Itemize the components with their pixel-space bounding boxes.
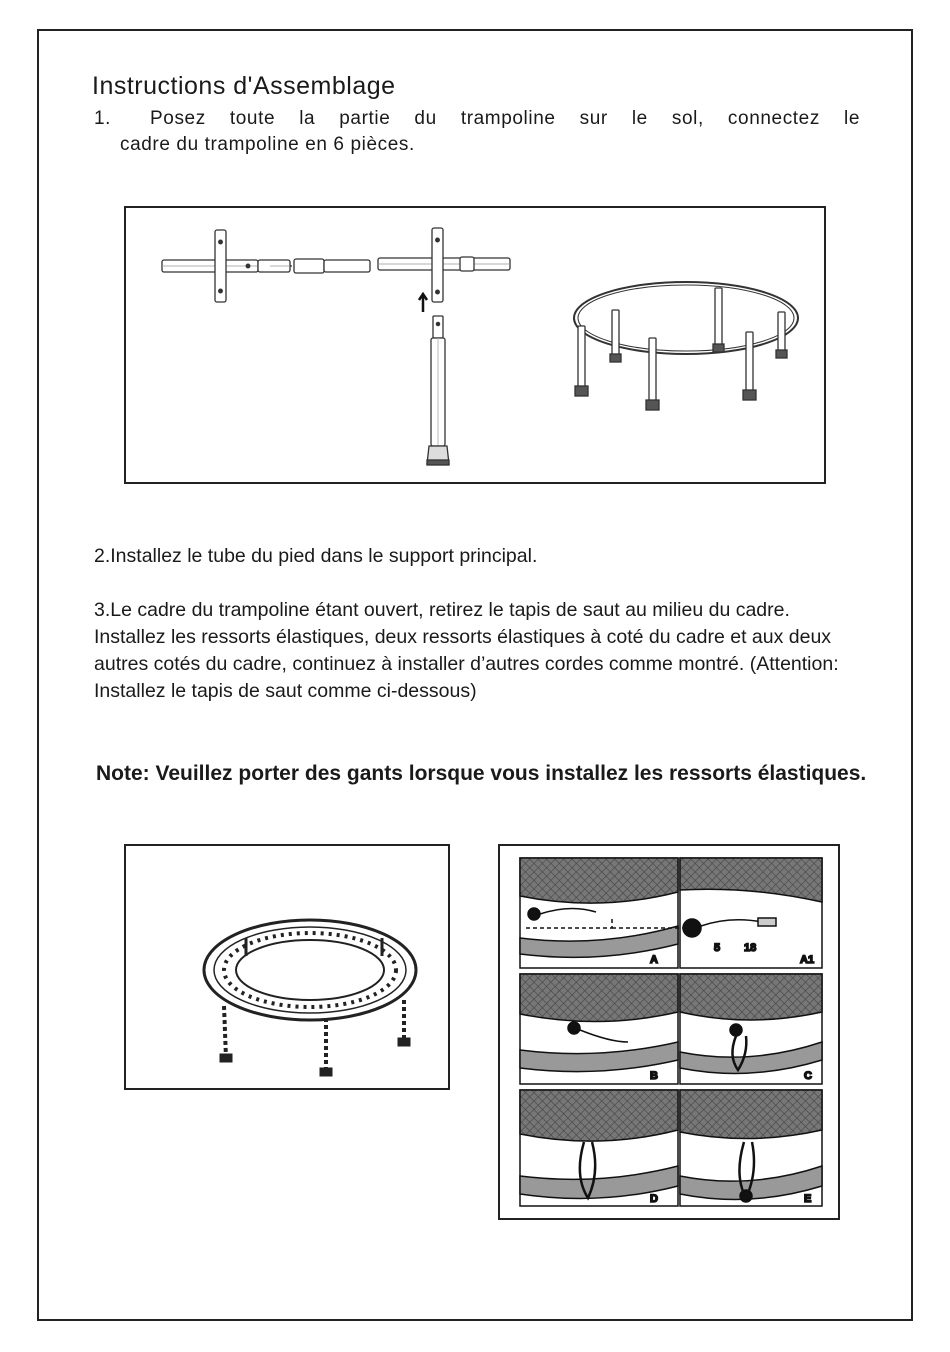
panel-label-a: A bbox=[650, 954, 658, 966]
panel-label-a1: A1 bbox=[800, 954, 815, 966]
step-2-text: 2.Installez le tube du pied dans le support principal. bbox=[94, 545, 538, 567]
panel-label-d: D bbox=[650, 1193, 658, 1205]
panel-label-c: C bbox=[804, 1070, 812, 1082]
step-3-text: 3.Le cadre du trampoline étant ouvert, retirez le tapis de saut au milieu du cadre. Installez les ressorts élastiques, deux ressorts élastiques à coté du cadre et aux deux autres cotés du cadre, continuez à installer d’autres cordes comme montré. (Attention: Installez le tapis de saut comme ci-dessous) bbox=[94, 599, 839, 702]
step-1-number: 1. bbox=[94, 108, 112, 129]
callout-hook: 18 bbox=[744, 942, 757, 954]
step-1-text bbox=[92, 106, 860, 158]
callout-cord: 5 bbox=[714, 942, 721, 954]
spring-installation-illustration bbox=[500, 846, 838, 1218]
panel-label-b: B bbox=[650, 1070, 658, 1082]
frame-assembly-figure bbox=[124, 206, 826, 484]
safety-note: Note: Veuillez porter des gants lorsque vous installez les ressorts élastiques. bbox=[96, 762, 867, 785]
assembled-trampoline-illustration bbox=[126, 846, 448, 1088]
step-1-line-2: cadre du trampoline en 6 pièces. bbox=[120, 134, 415, 155]
panel-label-e: E bbox=[804, 1193, 812, 1205]
frame-assembly-illustration bbox=[126, 208, 824, 482]
assembled-trampoline-figure bbox=[124, 844, 450, 1090]
step-1-line-1: Posez toute la partie du trampoline sur le sol, connectez le bbox=[150, 108, 860, 129]
spring-installation-figure bbox=[498, 844, 840, 1220]
page-title: Instructions d'Assemblage bbox=[92, 72, 396, 100]
